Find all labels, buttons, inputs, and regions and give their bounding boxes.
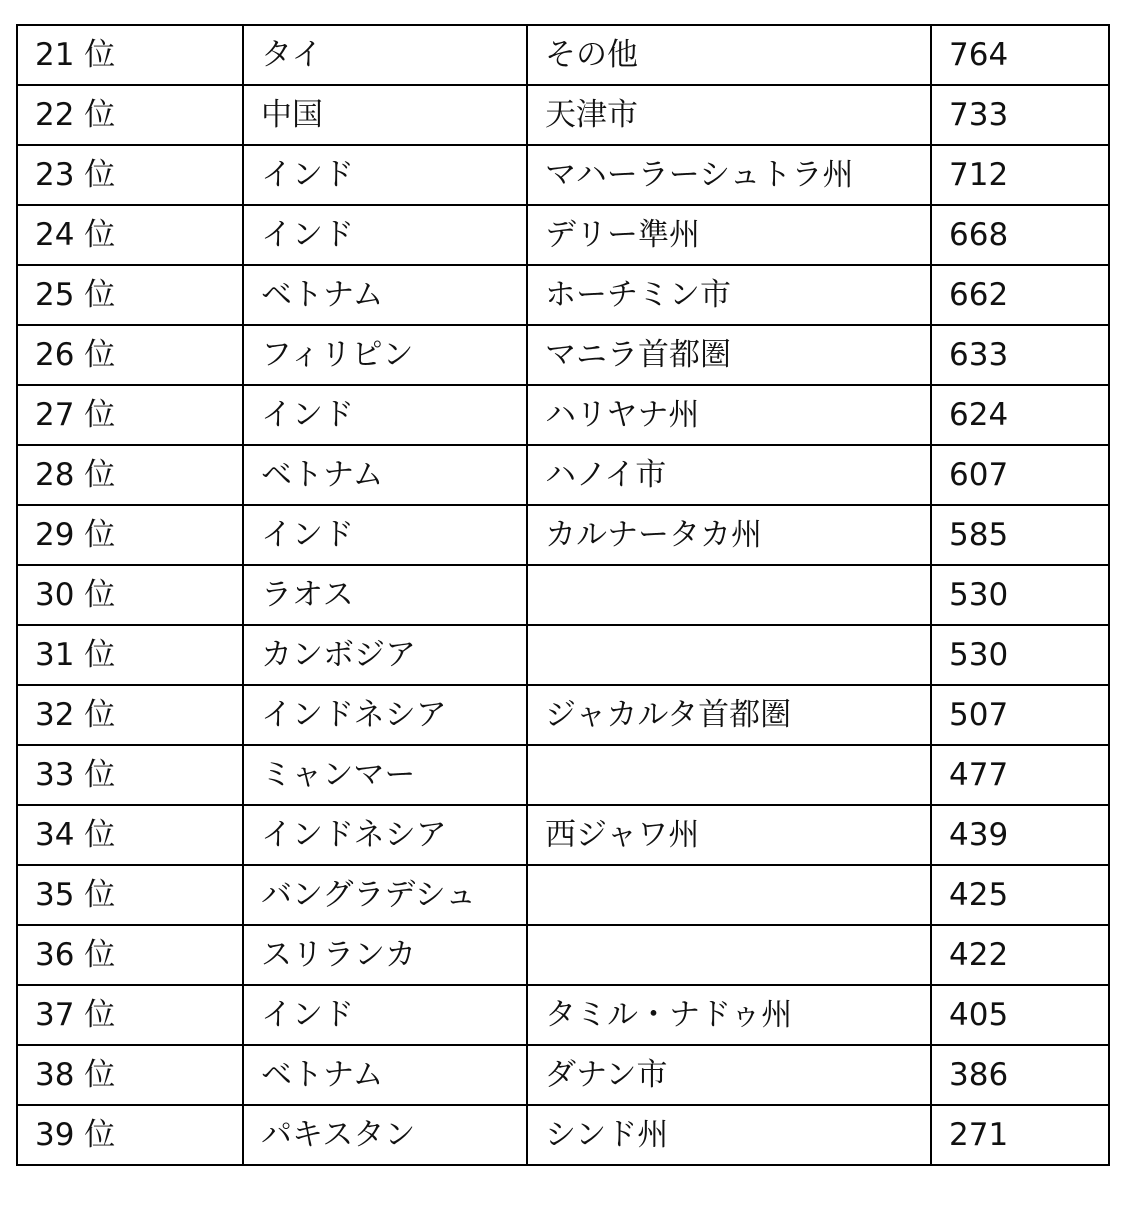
rank-cell: 26 位 [17, 325, 243, 385]
value-cell: 477 [931, 745, 1109, 805]
country-cell: バングラデシュ [243, 865, 527, 925]
value-cell: 712 [931, 145, 1109, 205]
rank-cell: 37 位 [17, 985, 243, 1045]
country-cell: フィリピン [243, 325, 527, 385]
country-cell: インド [243, 985, 527, 1045]
country-cell: カンボジア [243, 625, 527, 685]
value-cell: 425 [931, 865, 1109, 925]
table-row [17, 565, 1109, 625]
table-row [17, 445, 1109, 505]
rank-cell: 27 位 [17, 385, 243, 445]
country-cell: インドネシア [243, 685, 527, 745]
table-row [17, 1045, 1109, 1105]
table-row [17, 85, 1109, 145]
table-row [17, 145, 1109, 205]
value-cell: 585 [931, 505, 1109, 565]
table-row [17, 385, 1109, 445]
region-cell [527, 865, 931, 925]
table-row [17, 25, 1109, 85]
country-cell: ベトナム [243, 1045, 527, 1105]
table-row [17, 865, 1109, 925]
rank-cell: 35 位 [17, 865, 243, 925]
region-cell [527, 565, 931, 625]
value-cell: 439 [931, 805, 1109, 865]
rank-cell: 39 位 [17, 1105, 243, 1165]
country-cell: ラオス [243, 565, 527, 625]
region-cell [527, 925, 931, 985]
country-cell: ミャンマー [243, 745, 527, 805]
rank-cell: 36 位 [17, 925, 243, 985]
rank-cell: 23 位 [17, 145, 243, 205]
region-cell: 西ジャワ州 [527, 805, 931, 865]
table-row [17, 925, 1109, 985]
table-row [17, 505, 1109, 565]
value-cell: 662 [931, 265, 1109, 325]
value-cell: 607 [931, 445, 1109, 505]
rank-cell: 21 位 [17, 25, 243, 85]
value-cell: 624 [931, 385, 1109, 445]
region-cell: ダナン市 [527, 1045, 931, 1105]
value-cell: 422 [931, 925, 1109, 985]
value-cell: 633 [931, 325, 1109, 385]
ranking-table [16, 24, 1110, 1166]
table-row [17, 205, 1109, 265]
value-cell: 405 [931, 985, 1109, 1045]
table-row [17, 1105, 1109, 1165]
table-row [17, 265, 1109, 325]
country-cell: インドネシア [243, 805, 527, 865]
country-cell: インド [243, 505, 527, 565]
country-cell: インド [243, 145, 527, 205]
region-cell: ジャカルタ首都圏 [527, 685, 931, 745]
rank-cell: 30 位 [17, 565, 243, 625]
rank-cell: 22 位 [17, 85, 243, 145]
table-row [17, 805, 1109, 865]
rank-cell: 32 位 [17, 685, 243, 745]
country-cell: ベトナム [243, 265, 527, 325]
region-cell: マハーラーシュトラ州 [527, 145, 931, 205]
country-cell: ベトナム [243, 445, 527, 505]
table-row [17, 685, 1109, 745]
country-cell: インド [243, 385, 527, 445]
rank-cell: 33 位 [17, 745, 243, 805]
country-cell: スリランカ [243, 925, 527, 985]
region-cell: タミル・ナドゥ州 [527, 985, 931, 1045]
country-cell: パキスタン [243, 1105, 527, 1165]
region-cell: カルナータカ州 [527, 505, 931, 565]
value-cell: 733 [931, 85, 1109, 145]
rank-cell: 28 位 [17, 445, 243, 505]
country-cell: インド [243, 205, 527, 265]
region-cell: ハリヤナ州 [527, 385, 931, 445]
region-cell: シンド州 [527, 1105, 931, 1165]
region-cell: マニラ首都圏 [527, 325, 931, 385]
rank-cell: 34 位 [17, 805, 243, 865]
region-cell: 天津市 [527, 85, 931, 145]
value-cell: 764 [931, 25, 1109, 85]
ranking-table-body [17, 25, 1109, 1165]
region-cell: ハノイ市 [527, 445, 931, 505]
country-cell: 中国 [243, 85, 527, 145]
country-cell: タイ [243, 25, 527, 85]
value-cell: 668 [931, 205, 1109, 265]
region-cell: ホーチミン市 [527, 265, 931, 325]
rank-cell: 29 位 [17, 505, 243, 565]
value-cell: 530 [931, 565, 1109, 625]
rank-cell: 38 位 [17, 1045, 243, 1105]
value-cell: 530 [931, 625, 1109, 685]
region-cell: その他 [527, 25, 931, 85]
table-row [17, 745, 1109, 805]
value-cell: 386 [931, 1045, 1109, 1105]
region-cell [527, 625, 931, 685]
rank-cell: 24 位 [17, 205, 243, 265]
rank-cell: 31 位 [17, 625, 243, 685]
table-row [17, 325, 1109, 385]
value-cell: 271 [931, 1105, 1109, 1165]
region-cell [527, 745, 931, 805]
table-row [17, 625, 1109, 685]
region-cell: デリー準州 [527, 205, 931, 265]
table-row [17, 985, 1109, 1045]
value-cell: 507 [931, 685, 1109, 745]
rank-cell: 25 位 [17, 265, 243, 325]
